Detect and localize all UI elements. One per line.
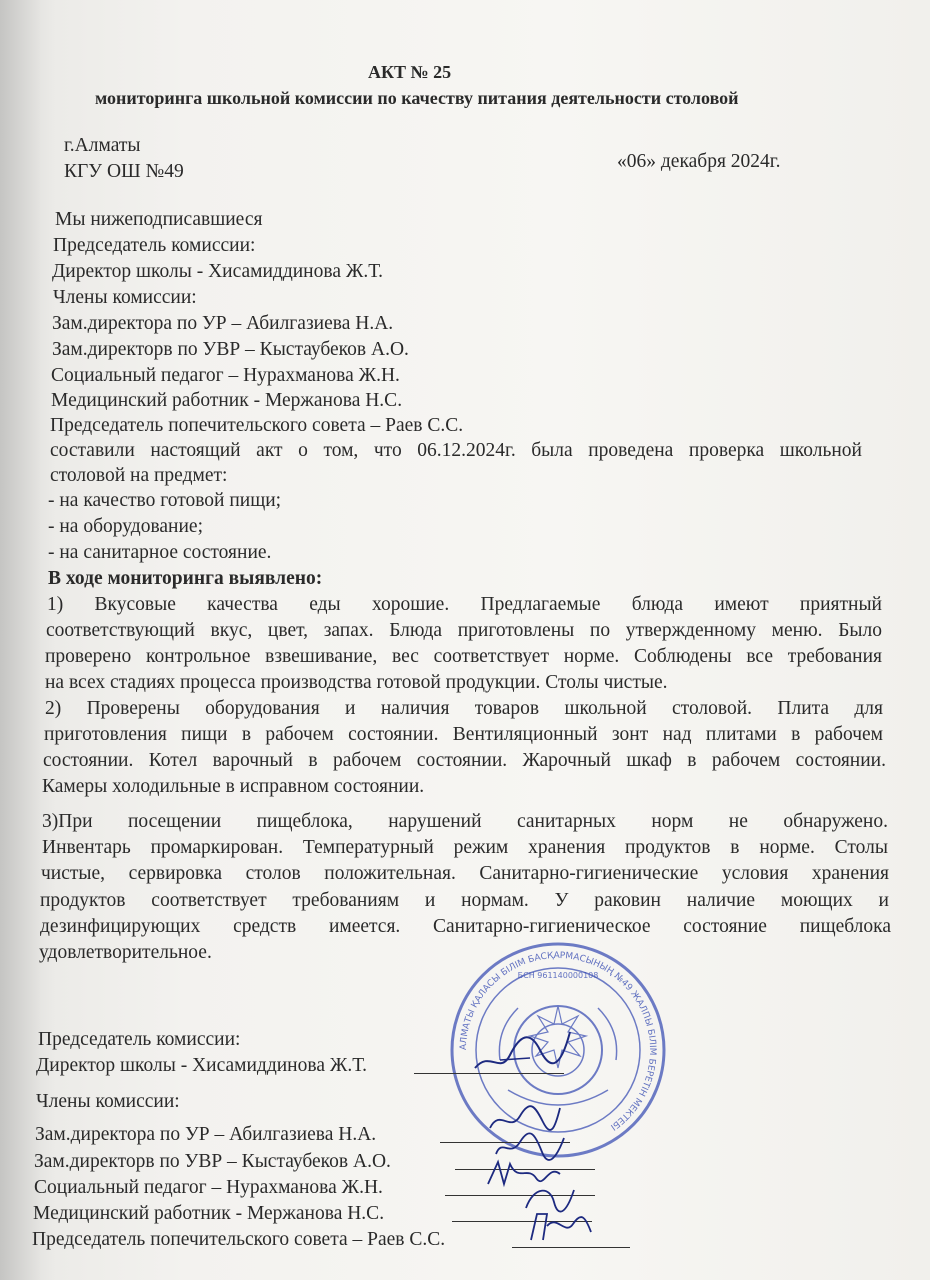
- act-subtitle: мониторинга школьной комиссии по качеству питания деятельности столовой: [95, 88, 739, 108]
- city: г.Алматы: [64, 135, 141, 156]
- check-item: - на оборудование;: [48, 516, 203, 537]
- finding-3-line: Инвентарь промаркирован. Температурный режим хранения продуктов в норме. Столы: [42, 837, 888, 858]
- sig-member: Зам.директора по УР – Абилгазиева Н.А.: [35, 1124, 377, 1145]
- finding-2-line: состоянии. Котел варочный в рабочем состоянии. Жарочный шкаф в рабочем состоянии.: [43, 750, 886, 771]
- act-title: АКТ № 25: [368, 62, 452, 82]
- finding-3-line: удовлетворительное.: [39, 942, 212, 963]
- sig-member: Медицинский работник - Мержанова Н.С.: [33, 1203, 385, 1224]
- page-shadow-edge: [0, 0, 40, 1280]
- finding-1-line: проверено контрольное взвешивание, вес соответствует норме. Соблюдены все требования: [45, 646, 882, 667]
- handwritten-signature-member: [525, 1206, 595, 1248]
- act-statement-line: составили настоящий акт о том, что 06.12.2024г. была проведена проверка школьной: [50, 440, 862, 461]
- intro-member: Зам.директорв по УВР – Кыстаубеков А.О.: [52, 339, 409, 360]
- finding-2-line: приготовления пищи в рабочем состоянии. Вентиляционный зонт над плитами в рабочем: [44, 724, 883, 745]
- act-statement-line: столовой на предмет:: [50, 465, 228, 486]
- intro-member: Социальный педагог – Нурахманова Ж.Н.: [51, 365, 400, 386]
- finding-3-line: чистые, сервировка столов положительная. Санитарно-гигиенические условия хранения: [41, 863, 889, 884]
- sig-member: Зам.директорв по УВР – Кыстаубеков А.О.: [34, 1151, 391, 1172]
- finding-3-line: 3)При посещении пищеблока, нарушений санитарных норм не обнаружено.: [42, 811, 888, 832]
- school-name: КГУ ОШ №49: [64, 161, 184, 182]
- finding-1-line: на всех стадиях процесса производства готовой продукции. Столы чистые.: [45, 672, 668, 693]
- intro-we: Мы нижеподписавшиеся: [55, 209, 263, 230]
- intro-member: Медицинский работник - Мержанова Н.С.: [51, 390, 403, 411]
- intro-chair-label: Председатель комиссии:: [53, 235, 256, 256]
- seal-bin: БСН 961140000108: [517, 971, 599, 980]
- sig-chair: Директор школы - Хисамиддинова Ж.Т.: [36, 1055, 368, 1076]
- finding-2-line: 2) Проверены оборудования и наличия товаров школьной столовой. Плита для: [45, 698, 883, 719]
- finding-1-line: соответствующий вкус, цвет, запах. Блюда приготовлены по утвержденному меню. Было: [46, 620, 882, 641]
- finding-3-line: дезинфицирующих средств имеется. Санитарно-гигиеническое состояние пищеблока: [40, 916, 891, 937]
- check-item: - на санитарное состояние.: [48, 542, 272, 563]
- intro-member: Председатель попечительского совета – Раев С.С.: [50, 415, 464, 436]
- check-item: - на качество готовой пищи;: [48, 490, 282, 511]
- intro-chair: Директор школы - Хисамиддинова Ж.Т.: [52, 261, 384, 282]
- finding-3-line: продуктов соответствует требованиям и нормам. У раковин наличие моющих и: [40, 890, 889, 911]
- act-date: «06» декабря 2024г.: [617, 151, 781, 172]
- sig-members-label: Члены комиссии:: [36, 1091, 180, 1112]
- sig-member: Председатель попечительского совета – Раев С.С.: [32, 1229, 446, 1250]
- finding-1-line: 1) Вкусовые качества еды хорошие. Предлагаемые блюда имеют приятный: [47, 594, 882, 615]
- sig-member: Социальный педагог – Нурахманова Ж.Н.: [34, 1177, 383, 1198]
- handwritten-signature-director: [470, 1020, 580, 1080]
- findings-heading: В ходе мониторинга выявлено:: [48, 568, 323, 589]
- sig-chair-label: Председатель комиссии:: [38, 1029, 241, 1050]
- seal-ring-text: АЛМАТЫ ҚАЛАСЫ БІЛІМ БАСҚАРМАСЫНЫҢ №49 ЖАЛПЫ БІЛІМ БЕРЕТІН МЕКТЕБІ: [458, 950, 658, 1132]
- intro-members-label: Члены комиссии:: [53, 287, 197, 308]
- finding-2-line: Камеры холодильные в исправном состоянии.: [42, 776, 425, 797]
- intro-member: Зам.директора по УР – Абилгазиева Н.А.: [52, 313, 394, 334]
